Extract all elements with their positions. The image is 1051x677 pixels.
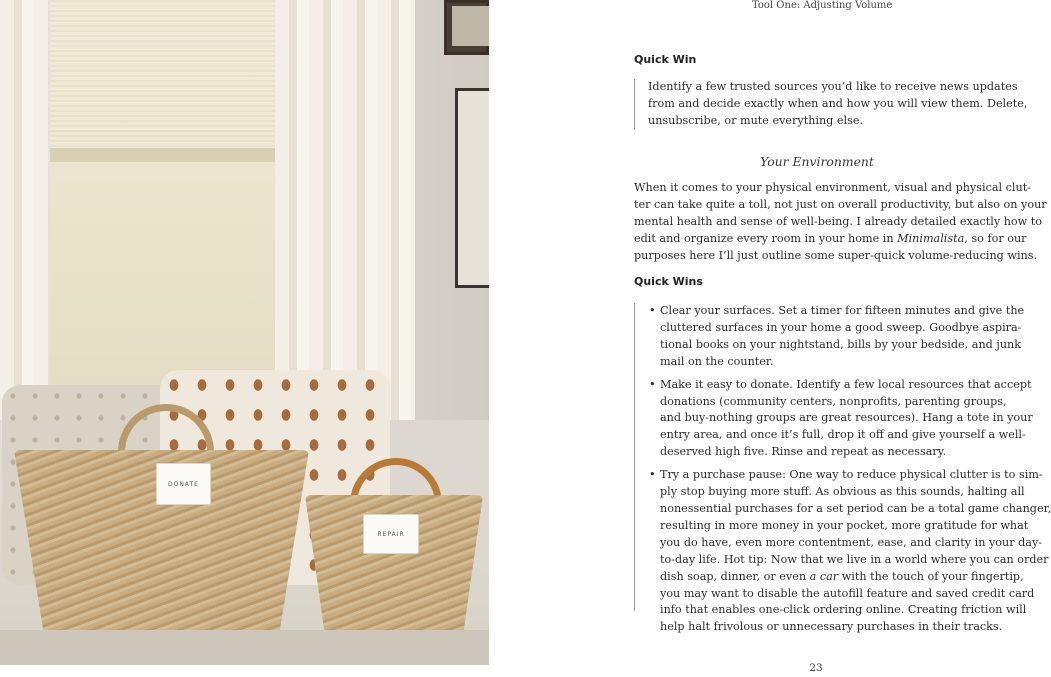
page-number: 23 bbox=[809, 662, 823, 674]
paragraph-line-text: edit and organize every room in your home in bbox=[634, 231, 898, 245]
paragraph-line bbox=[634, 231, 1027, 248]
list-item-line: cluttered surfaces in your home a good sweep. Goodbye aspira- bbox=[660, 320, 1022, 334]
quick-win-line: from and decide exactly when and how you will view them. Delete, bbox=[648, 96, 1028, 110]
quick-wins-label: Quick Wins bbox=[634, 275, 703, 288]
paragraph-line: When it comes to your physical environment, visual and physical clut- bbox=[634, 181, 1031, 194]
list-item-line: Clear your surfaces. Set a timer for fifteen minutes and give the bbox=[660, 304, 1025, 317]
list-item-line: deserved high five. Rinse and repeat as necessary. bbox=[660, 445, 947, 459]
environment-paragraph bbox=[634, 180, 1047, 265]
curtain-right bbox=[275, 0, 415, 420]
bullet-icon: • bbox=[649, 468, 656, 482]
list-item-line bbox=[660, 569, 1024, 586]
list-item-line: info that enables one-click ordering online. Creating friction will bbox=[660, 603, 1027, 617]
donate-tag: DONATE bbox=[156, 463, 211, 505]
list-item bbox=[635, 303, 1025, 371]
list-item-line: entry area, and once it’s full, drop it off and give yourself a well- bbox=[660, 428, 1026, 442]
list-item-line: to-day life. Hot tip: Now that we live in a world where you can order bbox=[660, 552, 1049, 566]
list-item-line: help halt frivolous or unnecessary purchases in their tracks. bbox=[660, 620, 1003, 634]
curtain-left bbox=[0, 0, 50, 420]
quick-win-line: Identify a few trusted sources you’d like to receive news updates bbox=[648, 80, 1018, 93]
paragraph-line: purposes here I’ll just outline some super-quick volume-reducing wins. bbox=[634, 248, 1038, 262]
paragraph-line: mental health and sense of well-being. I already detailed exactly how to bbox=[634, 214, 1043, 228]
list-item-line: resulting in more money in your pocket, more gratitude for what bbox=[660, 518, 1029, 532]
quick-win-callout bbox=[634, 79, 1028, 130]
basket-photo bbox=[0, 0, 489, 665]
list-item-line: you may want to disable the autofill feature and saved credit card bbox=[660, 586, 1035, 600]
list-item-line: mail on the counter. bbox=[660, 354, 774, 368]
book-title: Minimalista bbox=[897, 231, 965, 245]
woven-blind bbox=[48, 0, 280, 150]
wall-frame-right bbox=[455, 88, 489, 288]
quick-win-line: unsubscribe, or mute everything else. bbox=[648, 113, 864, 127]
list-item-line: Try a purchase pause: One way to reduce physical clutter is to sim- bbox=[660, 468, 1043, 482]
quick-win-label: Quick Win bbox=[634, 53, 697, 66]
list-item-line: donations (community centers, nonprofits, parenting groups, bbox=[660, 394, 1007, 408]
wall-frame-top-inner bbox=[452, 6, 489, 46]
running-head: Tool One: Adjusting Volume bbox=[752, 0, 893, 11]
floor bbox=[0, 630, 489, 665]
list-item-line: you do have, even more contentment, ease, and clarity in your day- bbox=[660, 535, 1043, 549]
quick-wins-list bbox=[635, 303, 1051, 636]
list-item bbox=[635, 467, 1051, 636]
list-item bbox=[635, 377, 1033, 462]
list-item-line: nonessential purchases for a set period can be a total game changer, bbox=[660, 501, 1051, 515]
bullet-icon: • bbox=[649, 304, 656, 317]
section-subhead: Your Environment bbox=[760, 154, 874, 169]
quick-wins-callout bbox=[634, 303, 1051, 634]
window-sash bbox=[48, 148, 280, 162]
list-item-line: Make it easy to donate. Identify a few local resources that accept bbox=[660, 377, 1032, 391]
paragraph-line-text: , so for our bbox=[964, 231, 1027, 245]
bullet-icon: • bbox=[649, 377, 656, 391]
list-item-line: and buy-nothing groups are great resources). Hang a tote in your bbox=[660, 411, 1033, 425]
list-item-line: tional books on your nightstand, bills by your bedside, and junk bbox=[660, 337, 1022, 351]
list-item-line-text: with the touch of your fingertip, bbox=[838, 569, 1024, 583]
paragraph-line: ter can take quite a toll, not just on overall productivity, but also on your bbox=[634, 197, 1047, 211]
list-item-line: ply stop buying more stuff. As obvious as this sounds, halting all bbox=[660, 485, 1025, 499]
repair-tag: REPAIR bbox=[363, 514, 419, 554]
list-item-line-text: dish soap, dinner, or even bbox=[660, 569, 810, 583]
emphasis-text: a car bbox=[809, 569, 839, 583]
